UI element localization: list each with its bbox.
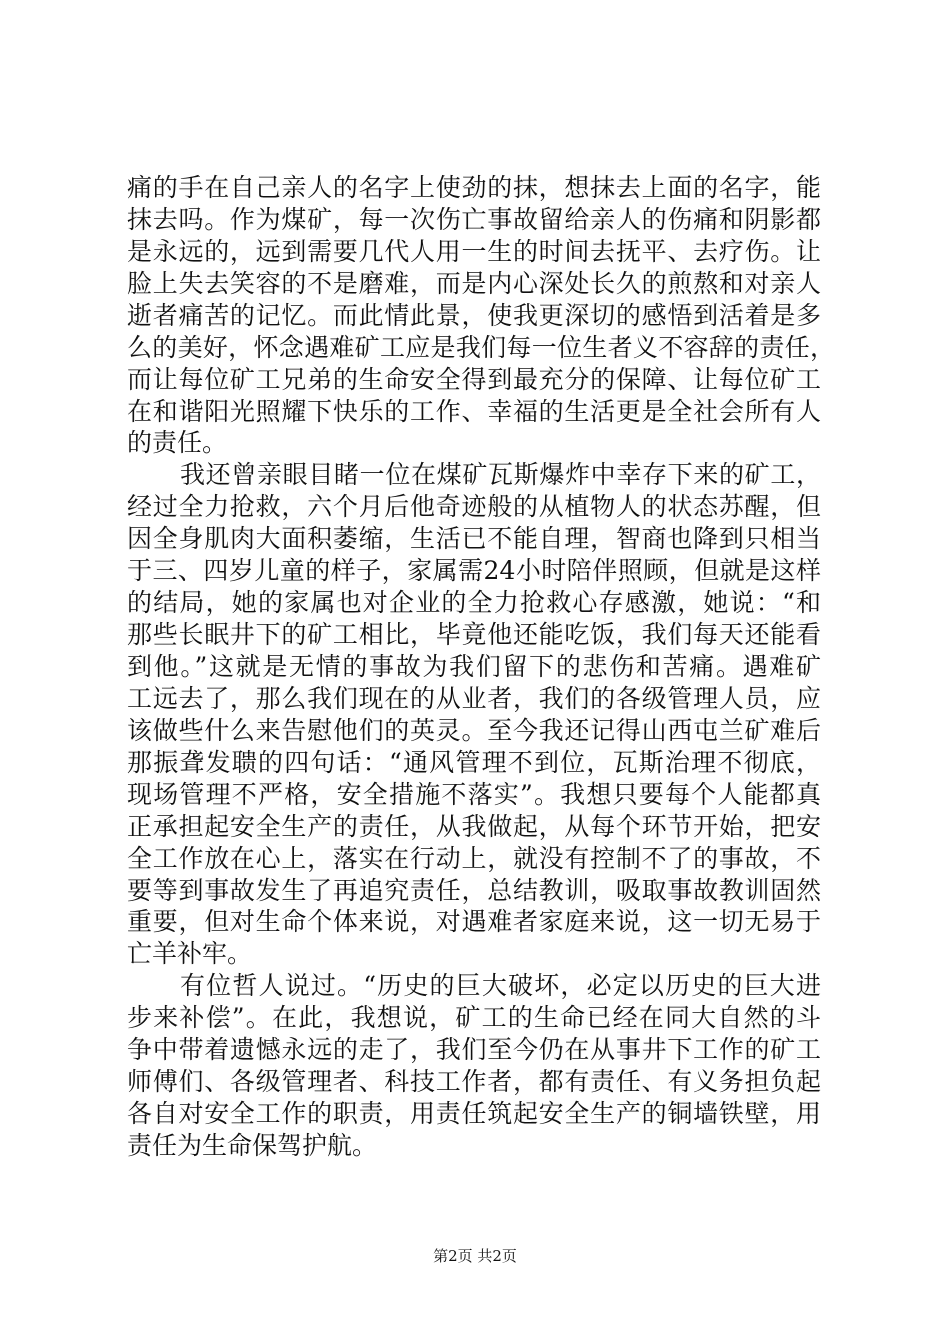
text-line: 脸上失去笑容的不是磨难，而是内心深处长久的煎熬和对亲人: [127, 269, 821, 298]
text-line: 的责任。: [127, 428, 228, 457]
text-line: 因全身肌肉大面积萎缩，生活已不能自理，智商也降到只相当: [127, 524, 821, 553]
text-line: 有位哲人说过。“历史的巨大破坏，必定以历史的巨大进: [180, 971, 821, 1000]
text-line: 么的美好，怀念遇难矿工应是我们每一位生者义不容辞的责任，: [127, 333, 835, 362]
text-line: 步来补偿”。在此，我想说，矿工的生命已经在同大自然的斗: [127, 1003, 821, 1032]
text-line: 正承担起安全生产的责任，从我做起，从每个环节开始，把安: [127, 812, 821, 841]
text-line: 亡羊补牢。: [127, 939, 253, 968]
text-line: 在和谐阳光照耀下快乐的工作、幸福的生活更是全社会所有人: [127, 397, 821, 426]
page-number-label: 第2页 共2页: [433, 1247, 517, 1265]
text-line: 师傅们、各级管理者、科技工作者，都有责任、有义务担负起: [127, 1067, 821, 1096]
text-line: 全工作放在心上，落实在行动上，就没有控制不了的事故，不: [127, 844, 821, 873]
text-line: 要等到事故发生了再追究责任，总结教训，吸取事故教训固然: [127, 876, 821, 905]
text-line: 工远去了，那么我们现在的从业者，我们的各级管理人员，应: [127, 684, 821, 713]
text-line: 那振聋发聩的四句话：“通风管理不到位，瓦斯治理不彻底，: [127, 748, 821, 777]
text-line: 于三、四岁儿童的样子，家属需24小时陪伴照顾，但就是这样: [127, 556, 821, 585]
text-line: 而让每位矿工兄弟的生命安全得到最充分的保障、让每位矿工: [127, 365, 821, 394]
text-line: 经过全力抢救，六个月后他奇迹般的从植物人的状态苏醒，但: [127, 492, 821, 521]
text-line: 的结局，她的家属也对企业的全力抢救心存感激，她说：“和: [127, 588, 821, 617]
text-line: 我还曾亲眼目睹一位在煤矿瓦斯爆炸中幸存下来的矿工，: [180, 460, 821, 489]
text-line: 到他。”这就是无情的事故为我们留下的悲伤和苦痛。遇难矿: [127, 652, 821, 681]
page-footer: [0, 1246, 950, 1266]
text-line: 重要，但对生命个体来说，对遇难者家庭来说，这一切无易于: [127, 907, 821, 936]
text-line: 各自对安全工作的职责，用责任筑起安全生产的铜墙铁壁，用: [127, 1099, 821, 1128]
text-line: 现场管理不严格，安全措施不落实”。我想只要每个人能都真: [127, 780, 821, 809]
text-line: 逝者痛苦的记忆。而此情此景，使我更深切的感悟到活着是多: [127, 301, 821, 330]
text-line: 是永远的，远到需要几代人用一生的时间去抚平、去疗伤。让: [127, 237, 821, 266]
text-line: 争中带着遗憾永远的走了，我们至今仍在从事井下工作的矿工: [127, 1035, 821, 1064]
text-line: 责任为生命保驾护航。: [127, 1131, 378, 1160]
text-line: 抹去吗。作为煤矿，每一次伤亡事故留给亲人的伤痛和阴影都: [127, 205, 821, 234]
text-line: 痛的手在自己亲人的名字上使劲的抹，想抹去上面的名字，能: [127, 173, 821, 202]
text-line: 那些长眠井下的矿工相比，毕竟他还能吃饭，我们每天还能看: [127, 620, 821, 649]
text-line: 该做些什么来告慰他们的英灵。至今我还记得山西屯兰矿难后: [127, 716, 821, 745]
